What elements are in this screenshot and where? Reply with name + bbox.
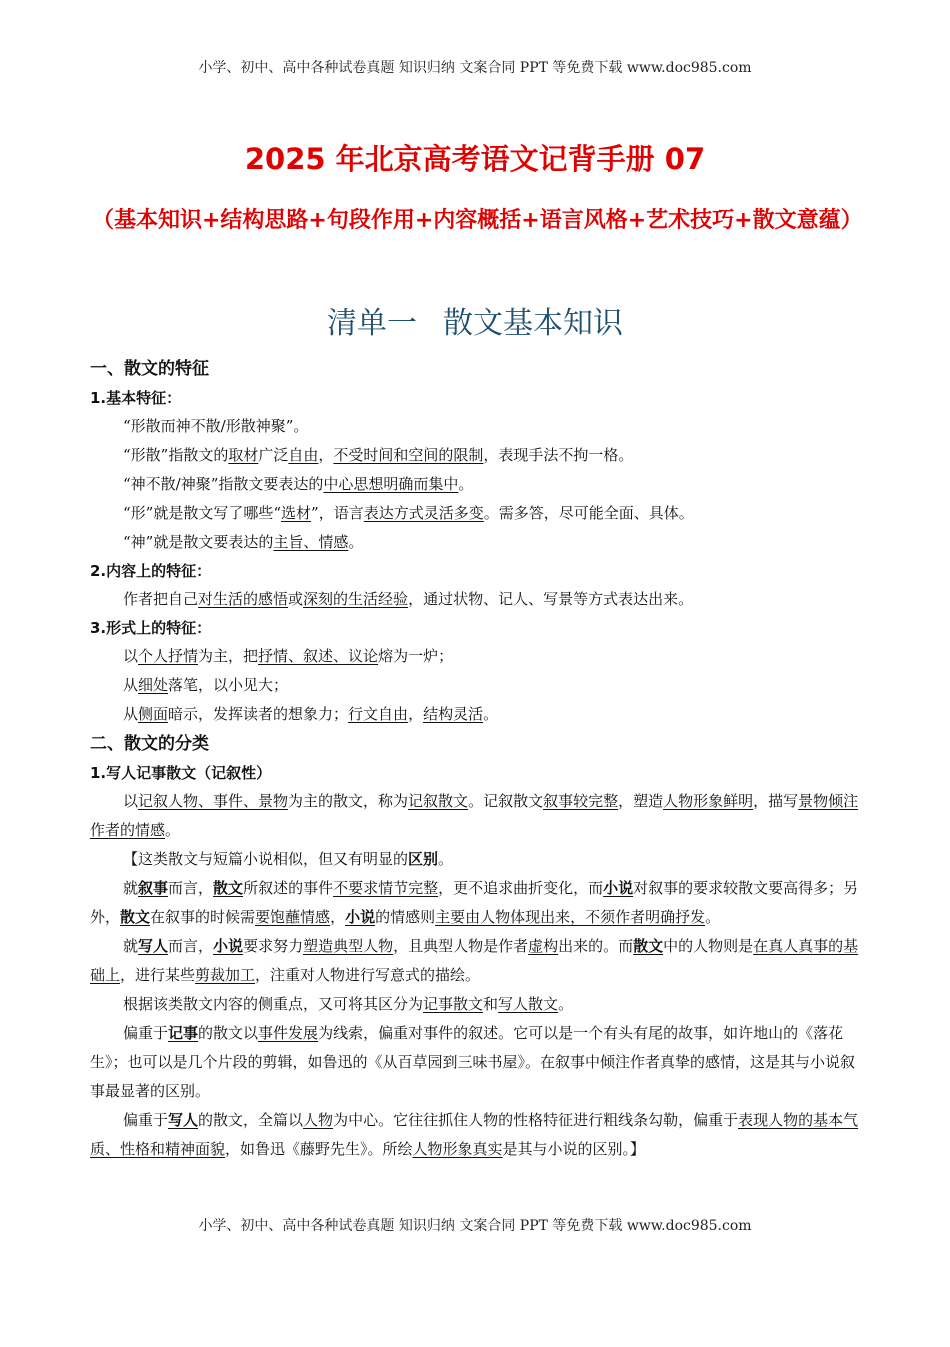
- text-line: “神不散/神聚”指散文要表达的中心思想明确而集中。: [123, 475, 474, 493]
- paragraph: 以记叙人物、事件、景物为主的散文，称为记叙散文。记叙散文叙事较完整，塑造人物形象鲜明，描写景物倾注作者的情感。: [90, 792, 859, 839]
- list-title: [0, 298, 950, 342]
- paragraph: 偏重于写人的散文，全篇以人物为中心。它往往抓住人物的性格特征进行粗线条勾勒，偏重于表现人物的基本气质、性格和精神面貌，如鲁迅《藤野先生》。所绘人物形象真实是其与小说的区别。】: [90, 1111, 859, 1158]
- document-title: 2025 年北京高考语文记背手册 07: [244, 142, 706, 176]
- text-line: “形散”指散文的取材广泛自由，不受时间和空间的限制，表现手法不拘一格。: [123, 446, 634, 464]
- text-line: 以个人抒情为主，把抒情、叙述、议论熔为一炉；: [123, 647, 454, 665]
- paragraph: 就叙事而言，散文所叙述的事件不要求情节完整，更不追求曲折变化，而小说对叙事的要求较散文要高得多；另外，散文在叙事的时候需要饱蘸情感，小说的情感则主要由人物体现出来，不须作者明确抒发。: [90, 879, 859, 926]
- text-line: 作者把自己对生活的感悟或深刻的生活经验，通过状物、记人、写景等方式表达出来。: [123, 590, 694, 608]
- paragraph: 【这类散文与短篇小说相似，但又有明显的区别。: [123, 850, 454, 868]
- paragraph: 偏重于记事的散文以事件发展为线索，偏重对事件的叙述。它可以是一个有头有尾的故事，如许地山的《落花生》；也可以是几个片段的剪辑，如鲁迅的《从百草园到三味书屋》。在叙事中倾注作者真挚的感情，这是其与小说叙事最显著的区别。: [90, 1024, 856, 1100]
- page-footer: 小学、初中、高中各种试卷真题 知识归纳 文案合同 PPT 等免费下载 www.doc985.com: [198, 1218, 752, 1234]
- text-line: “形散而神不散/形散神聚”。: [123, 417, 309, 435]
- subsection-heading: 1.写人记事散文（记叙性）: [90, 764, 272, 782]
- subsection-heading: 1.基本特征：: [90, 389, 182, 407]
- section-heading: 二、散文的分类: [90, 734, 209, 754]
- paragraph: 根据该类散文内容的侧重点，又可将其区分为记事散文和写人散文。: [123, 995, 574, 1013]
- section-heading: 一、散文的特征: [90, 359, 209, 379]
- document-body: [90, 354, 860, 1164]
- text-line: 从侧面暗示，发挥读者的想象力；行文自由，结构灵活。: [123, 705, 499, 723]
- paragraph: 就写人而言，小说要求努力塑造典型人物，且典型人物是作者虚构出来的。而散文中的人物则是在真人真事的基础上，进行某些剪裁加工，注重对人物进行写意式的描绘。: [90, 937, 859, 984]
- subsection-heading: 2.内容上的特征：: [90, 562, 212, 580]
- text-line: “神”就是散文要表达的主旨、情感。: [123, 533, 364, 551]
- text-line: 从细处落笔，以小见大；: [123, 676, 289, 694]
- text-line: “形”就是散文写了哪些“选材”，语言表达方式灵活多变。需多答，尽可能全面、具体。: [123, 504, 694, 522]
- list-title-number: 清单一: [327, 306, 417, 341]
- page-header: 小学、初中、高中各种试卷真题 知识归纳 文案合同 PPT 等免费下载 www.doc985.com: [198, 60, 752, 76]
- document-subtitle: （基本知识+结构思路+句段作用+内容概括+语言风格+艺术技巧+散文意蕴）: [92, 208, 863, 233]
- subsection-heading: 3.形式上的特征：: [90, 619, 212, 637]
- list-title-text: 散文基本知识: [443, 306, 623, 341]
